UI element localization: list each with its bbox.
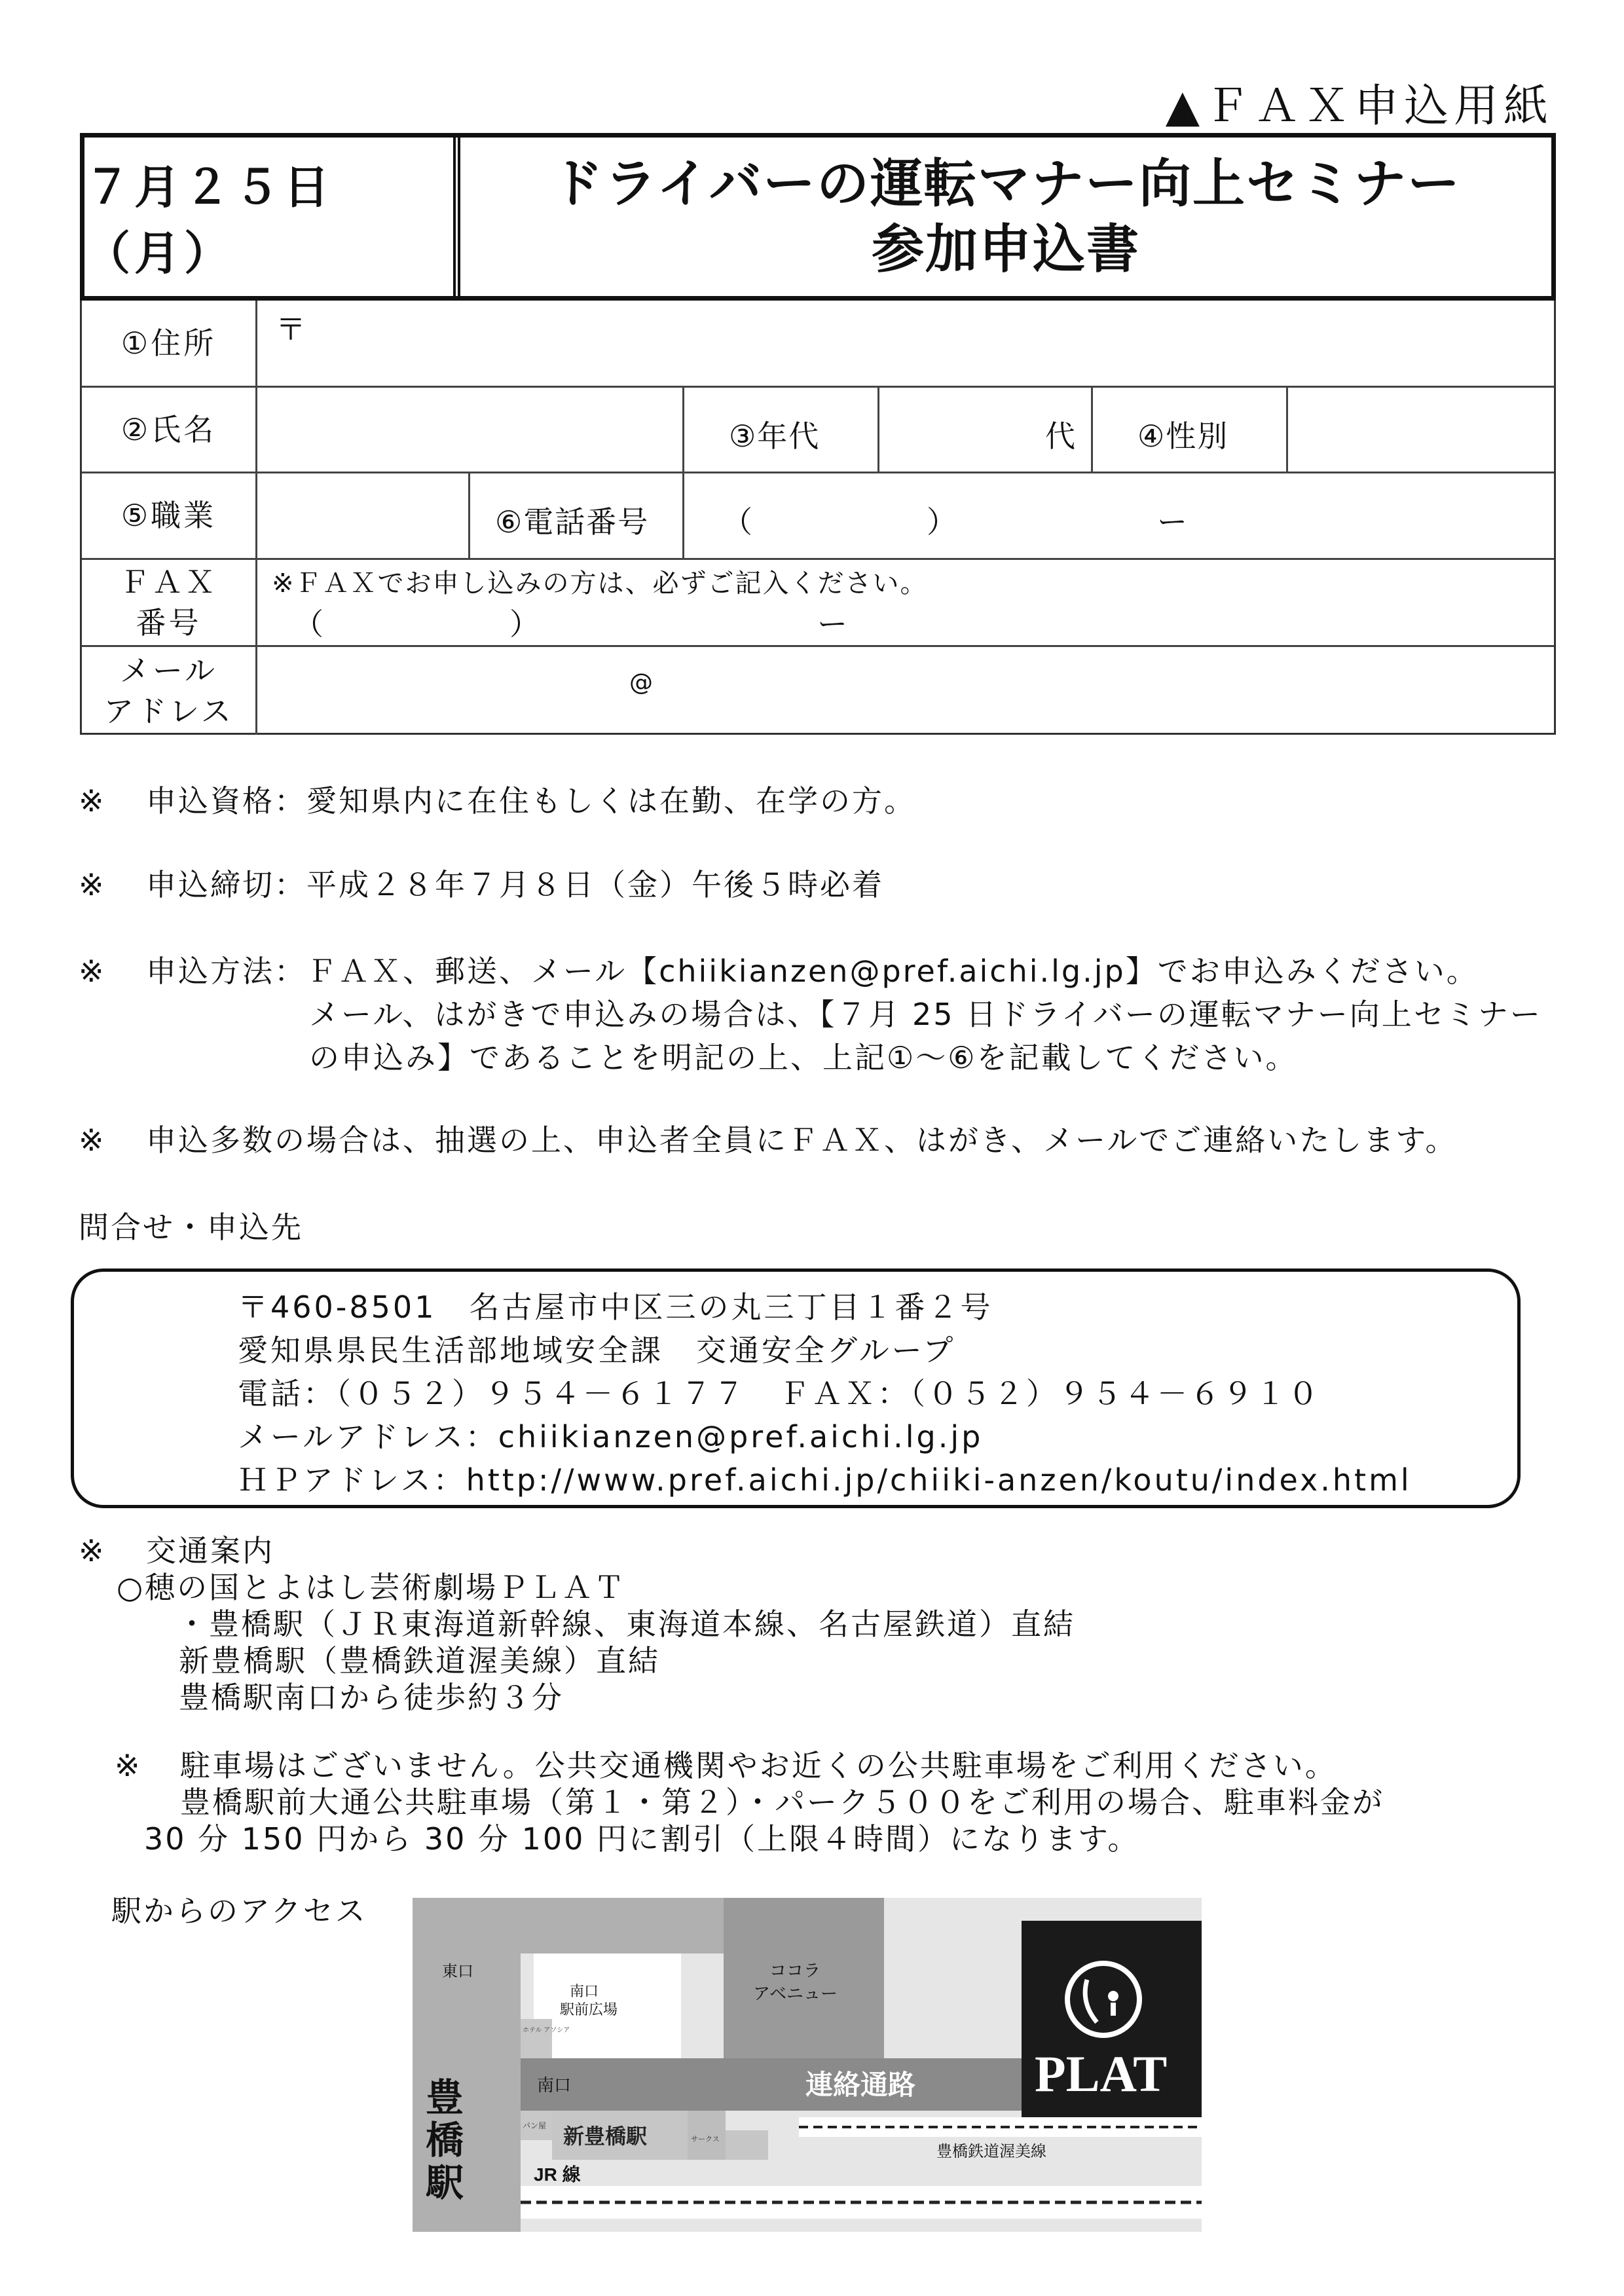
map-south-plaza-1: 南口 — [570, 1983, 599, 1999]
title-line-2: 参加申込書 — [872, 219, 1140, 280]
application-form — [80, 301, 1556, 735]
mail-label-line-2: アドレス — [103, 694, 234, 729]
gender-label: ④性別 — [1137, 418, 1229, 454]
map-passage: 連絡通路 — [805, 2069, 916, 2100]
fax-close-paren: ） — [509, 606, 541, 642]
form-header — [80, 133, 1556, 301]
phone-close-paren: ） — [927, 504, 958, 540]
map-heading: 駅からのアクセス — [111, 1893, 367, 1929]
name-label: ②氏名 — [120, 411, 217, 447]
parking-line-2: 豊橋駅前大通公共駐車場（第１・第２）・パーク５００をご利用の場合、駐車料金が — [180, 1785, 1384, 1820]
contact-box — [71, 1268, 1521, 1508]
gender-field[interactable] — [1286, 388, 1554, 472]
map-south-exit: 南口 — [537, 2075, 572, 2095]
age-suffix: 代 — [1045, 418, 1077, 454]
map-bread: パン屋 — [523, 2121, 547, 2130]
access-line-1: ・豊橋駅（ＪＲ東海道新幹線、東海道本線、名古屋鉄道）直結 — [177, 1606, 1075, 1642]
note-mark: ※ — [79, 867, 106, 902]
phone-dash: ー — [1157, 504, 1189, 540]
map-hotel: ホテル アソシア — [523, 2027, 570, 2034]
map-atsumi-line: 豊橋鉄道渥美線 — [936, 2143, 1046, 2160]
name-row — [82, 388, 1554, 473]
gender-label-cell — [1091, 388, 1286, 472]
note-deadline-text: 申込締切：平成２８年７月８日（金）午後５時必着 — [146, 867, 884, 902]
name-field[interactable] — [255, 388, 682, 472]
mail-row — [82, 647, 1554, 735]
map-station-3: 駅 — [426, 2162, 464, 2204]
map-sanklass: サークス — [691, 2136, 720, 2143]
job-field[interactable] — [255, 473, 468, 558]
note-mark: ※ — [79, 783, 106, 819]
at-sign: @ — [629, 669, 654, 696]
job-row — [82, 473, 1554, 560]
map-station-2: 橋 — [426, 2119, 464, 2162]
address-row — [82, 301, 1554, 388]
note-eligibility-text: 申込資格：愛知県内に在住もしくは在勤、在学の方。 — [146, 783, 916, 819]
map-cocola-1: ココラ — [769, 1961, 821, 1980]
map-east-exit: 東口 — [442, 1963, 473, 1980]
contact-heading: 問合せ・申込先 — [79, 1210, 303, 1245]
hotel-block — [521, 2019, 552, 2058]
fax-open-paren: （ — [293, 606, 325, 642]
mail-label — [82, 647, 255, 735]
form-type-label: ▲ＦＡＸ申込用紙 — [1165, 81, 1553, 132]
note-mark: ※ — [79, 954, 106, 989]
mail-label-line-1: メール — [119, 652, 218, 688]
note-lottery-text: 申込多数の場合は、抽選の上、申込者全員にＦＡＸ、はがき、メールでご連絡いたします。 — [146, 1122, 1458, 1158]
fax-label-line-1: ＦＡＸ — [119, 564, 218, 600]
note-method-line-2: メール、はがきで申込みの場合は、【７月 25 日ドライバーの運転マナー向上セミナー — [309, 997, 1542, 1032]
map-shin-toyohashi: 新豊橋駅 — [563, 2124, 648, 2148]
title-line-1: ドライバーの運転マナー向上セミナー — [551, 153, 1461, 214]
form-title — [460, 138, 1551, 296]
note-method-line-3: の申込み】であることを明記の上、上記①～⑥を記載してください。 — [309, 1040, 1298, 1075]
fax-label — [82, 560, 255, 645]
access-line-2: 新豊橋駅（豊橋鉄道渥美線）直結 — [179, 1643, 660, 1678]
access-line-3: 豊橋駅南口から徒歩約３分 — [179, 1680, 564, 1715]
access-mark: ※ — [79, 1533, 106, 1568]
access-venue: ○穂の国とよはし芸術劇場ＰＬＡＴ — [117, 1570, 627, 1605]
mail-field[interactable] — [255, 647, 1554, 735]
fax-label-line-2: 番号 — [136, 605, 202, 640]
map-cocola-2: アベニュー — [753, 1984, 838, 2003]
phone-label-cell — [468, 473, 682, 558]
age-label: ③年代 — [729, 418, 821, 454]
access-heading: 交通案内 — [146, 1533, 274, 1568]
contact-hp[interactable]: ＨＰアドレス：http://www.pref.aichi.jp/chiiki-anzen/koutu/index.html — [238, 1462, 1412, 1498]
access-map-svg — [413, 1898, 1202, 2232]
address-label: ①住所 — [120, 325, 217, 361]
postal-mark: 〒 — [276, 312, 307, 347]
connecting-passage — [521, 2058, 1038, 2111]
contact-address: 〒460-8501 名古屋市中区三の丸三丁目１番２号 — [238, 1289, 993, 1325]
address-field[interactable] — [255, 301, 1554, 386]
contact-dept: 愛知県県民生活部地域安全課 交通安全グループ — [238, 1333, 956, 1368]
parking-mark: ※ — [115, 1748, 142, 1783]
note-method-line-1: 申込方法：ＦＡＸ、郵送、メール【chiikianzen@pref.aichi.lg.jp】でお申込みください。 — [146, 954, 1479, 989]
contact-phone: 電話：（０５２）９５４－６１７７ ＦＡＸ：（０５２）９５４－６９１０ — [238, 1376, 1321, 1411]
parking-line-3: 30 分 150 円から 30 分 100 円に割引（上限４時間）になります。 — [144, 1821, 1140, 1857]
map-south-plaza-2: 駅前広場 — [560, 2001, 618, 2018]
map-plat: PLAT — [1035, 2045, 1168, 2102]
seminar-date: ７月２５日（月） — [84, 138, 456, 296]
note-mark: ※ — [79, 1122, 106, 1158]
contact-mail[interactable]: メールアドレス：chiikianzen@pref.aichi.lg.jp — [238, 1419, 984, 1454]
map-station-1: 豊 — [426, 2077, 464, 2119]
phone-field[interactable] — [682, 473, 1554, 558]
fax-field[interactable] — [255, 560, 1554, 645]
fax-row — [82, 560, 1554, 647]
phone-label: ⑥電話番号 — [495, 504, 650, 540]
fax-dash: ー — [817, 606, 849, 642]
phone-open-paren: （ — [722, 504, 754, 540]
job-label: ⑤職業 — [120, 498, 217, 534]
access-map — [413, 1898, 1202, 2232]
age-field[interactable] — [877, 388, 1091, 472]
map-jr-line: JR 線 — [534, 2164, 581, 2185]
parking-line-1: 駐車場はございません。公共交通機関やお近くの公共駐車場をご利用ください。 — [180, 1748, 1337, 1783]
fax-note: ※ＦＡＸでお申し込みの方は、必ずご記入ください。 — [272, 568, 928, 599]
age-label-cell — [682, 388, 877, 472]
